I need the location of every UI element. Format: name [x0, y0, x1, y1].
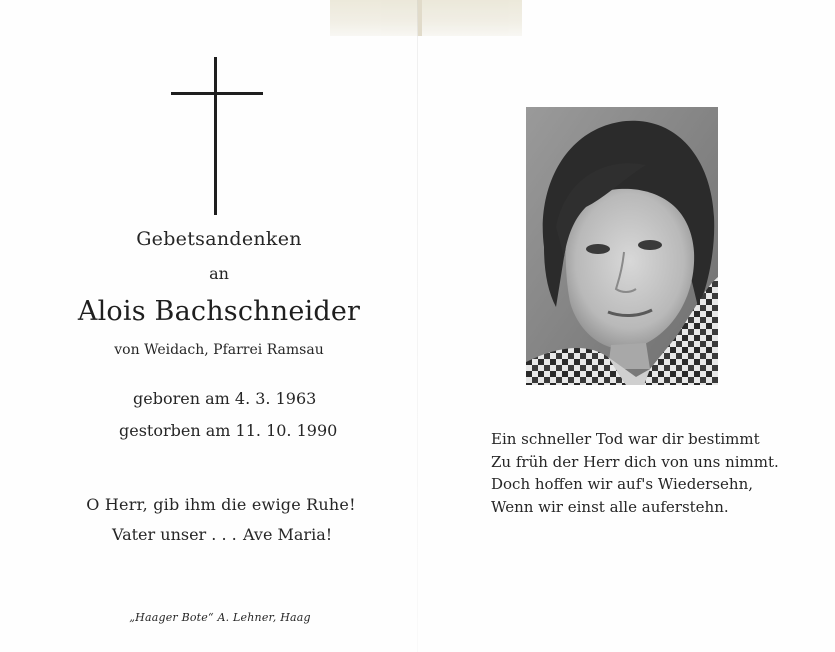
fold-line [417, 0, 418, 652]
portrait-photo [526, 107, 718, 385]
prayer-ave-maria: Ave Maria! [243, 525, 333, 544]
memorial-poem [491, 428, 779, 518]
poem-line: Zu früh der Herr dich von uns nimmt. [491, 452, 779, 471]
poem-line: Doch hoffen wir auf's Wiedersehn, [491, 475, 754, 493]
deceased-name: Alois Bachschneider [77, 296, 361, 327]
birth-date: geboren am 4. 3. 1963 [133, 389, 317, 408]
card-heading: Gebetsandenken [136, 228, 302, 250]
tape-strip [330, 0, 522, 36]
death-date: gestorben am 11. 10. 1990 [119, 421, 338, 440]
card-preposition: an [209, 264, 229, 283]
prayer-vater-unser: Vater unser . . . [112, 525, 237, 544]
poem-line: Ein schneller Tod war dir bestimmt [491, 430, 760, 448]
prayer-line: O Herr, gib ihm die ewige Ruhe! [86, 495, 356, 514]
deceased-origin: von Weidach, Pfarrei Ramsau [114, 342, 324, 358]
printer-credit: „Haager Bote“ A. Lehner, Haag [129, 611, 311, 624]
poem-line: Wenn wir einst alle auferstehn. [491, 497, 729, 516]
